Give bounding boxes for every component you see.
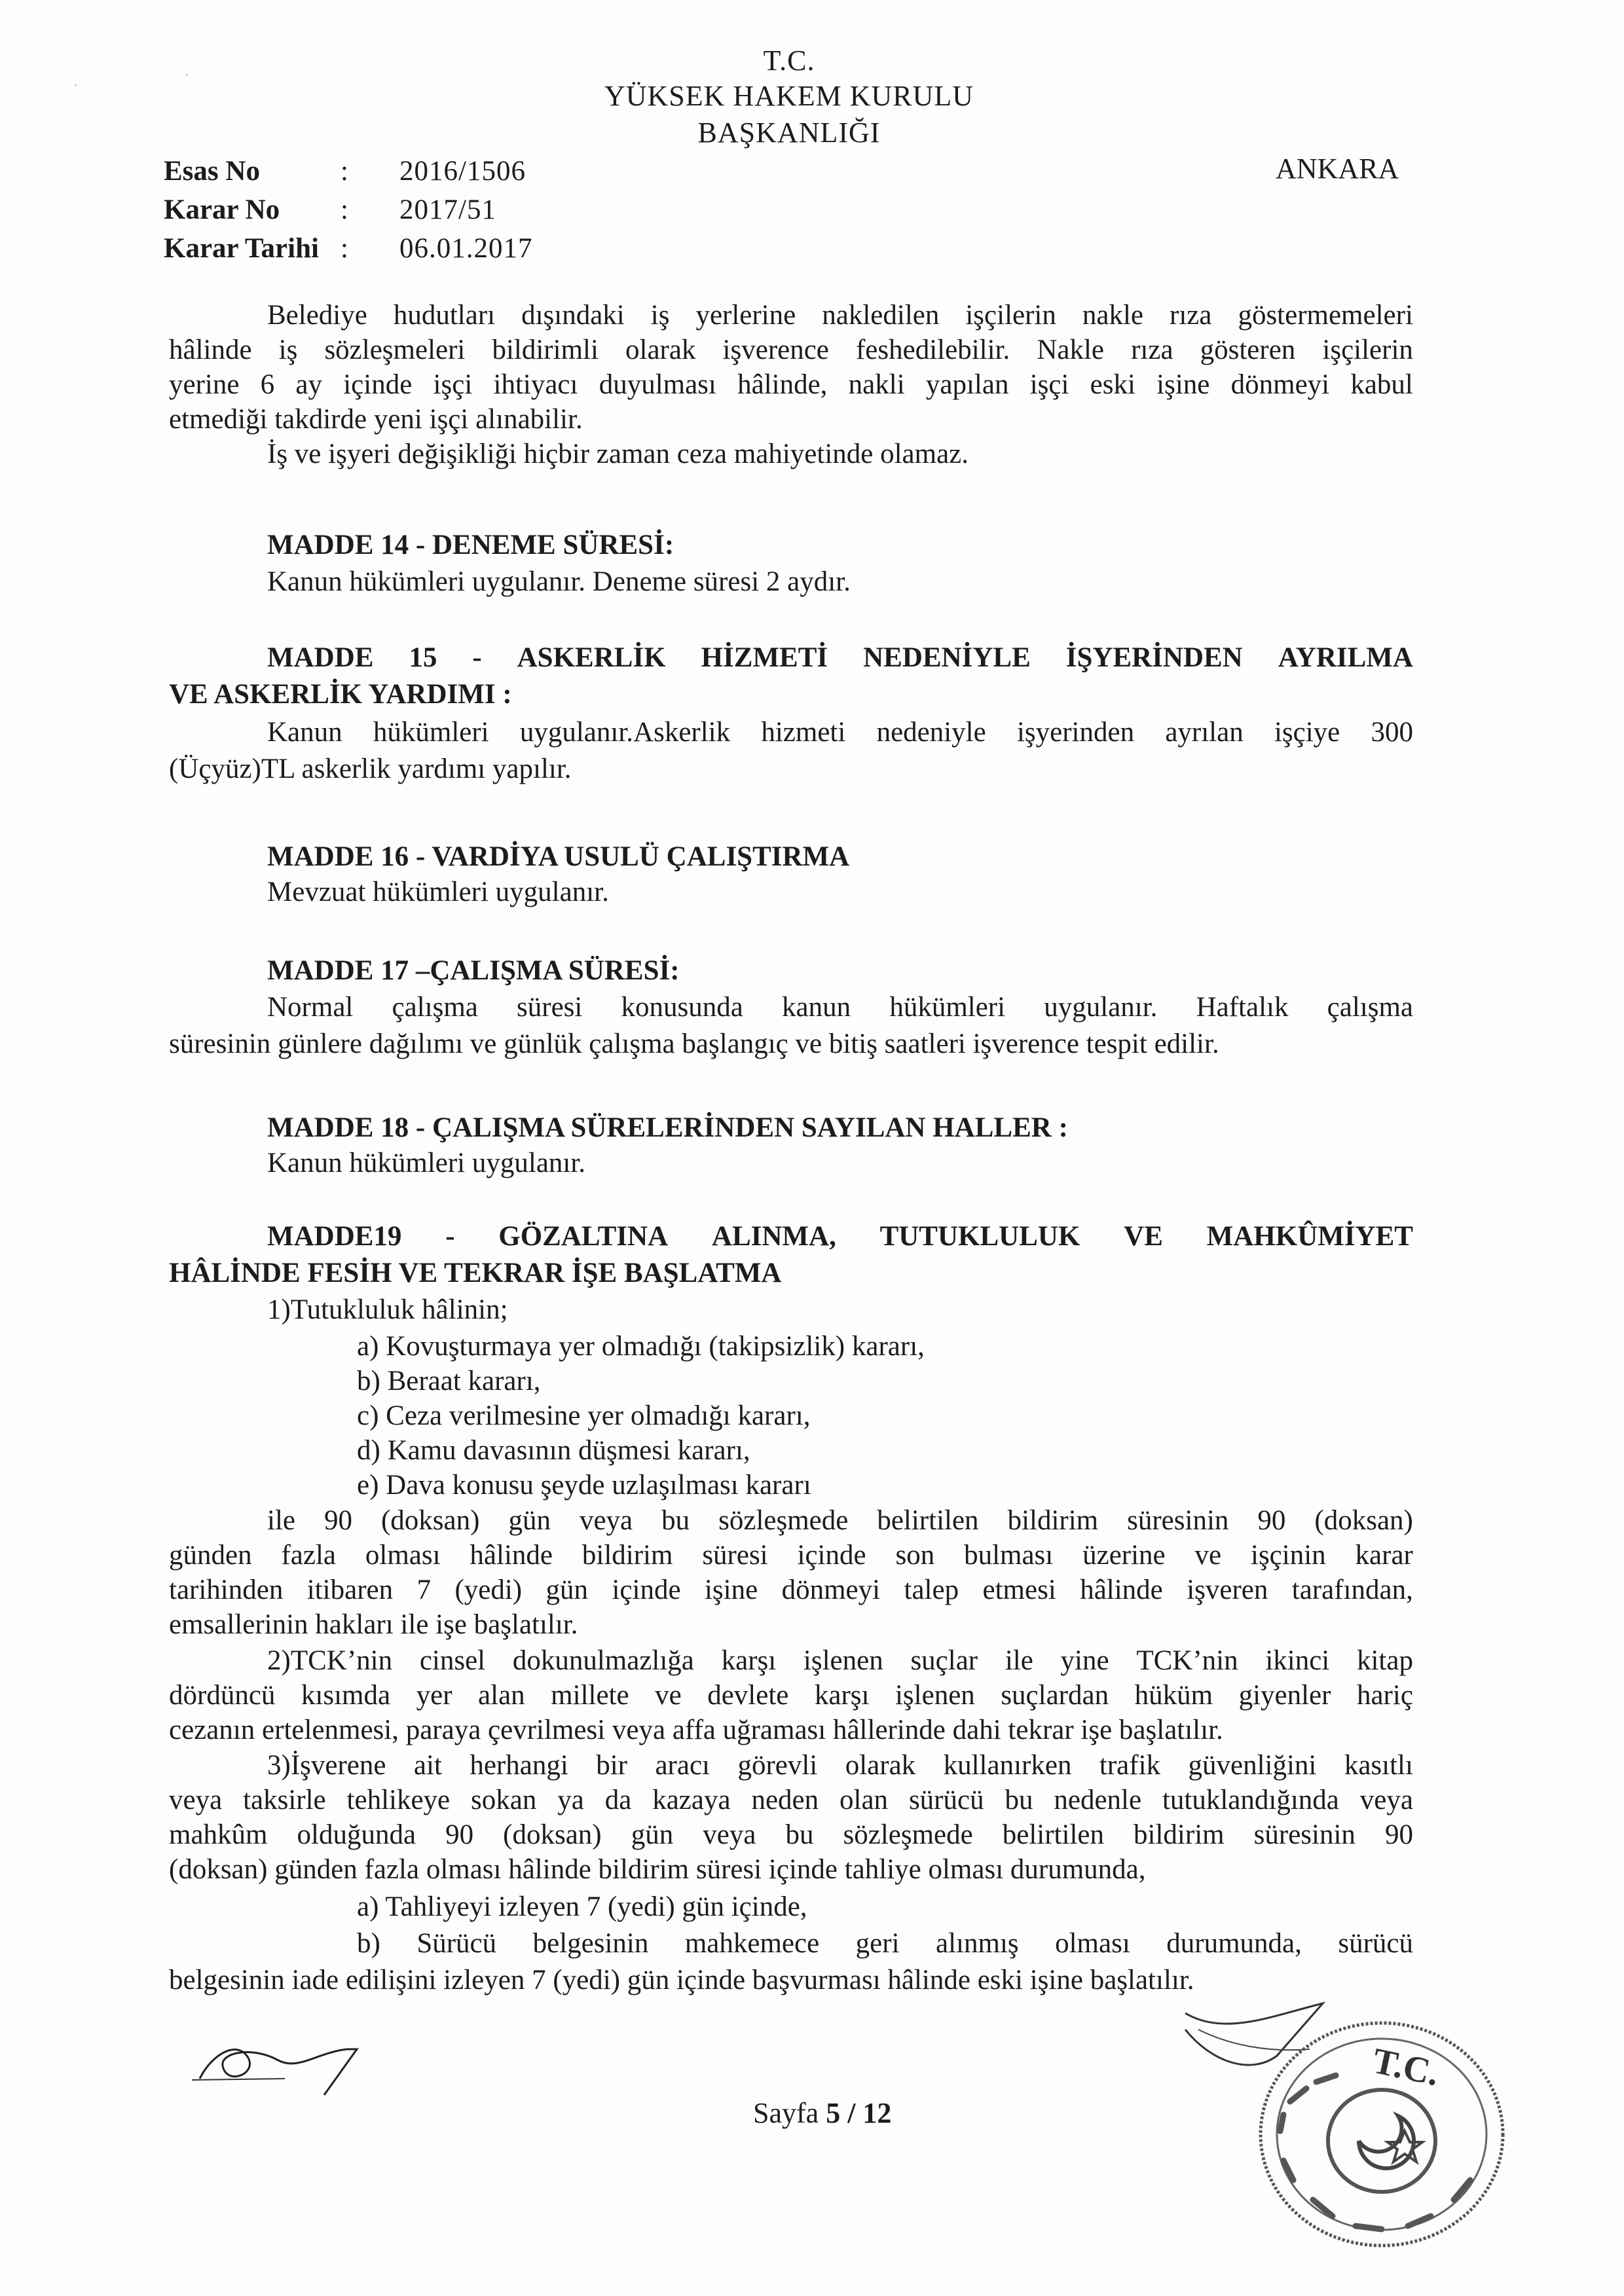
meta-row-karar — [164, 191, 622, 229]
intro-paragraph — [169, 298, 1413, 471]
article-19-title-line2: HÂLİNDE FESİH VE TEKRAR İŞE BAŞLATMA — [169, 1258, 782, 1288]
meta-colon: : — [341, 233, 348, 264]
header-department: BAŞKANLIĞI — [697, 117, 881, 149]
article-15-text-line1: Kanun hükümleri uygulanır.Askerlik hizmeti nedeniyle işyerinden ayrılan işçiye 300 — [267, 717, 1413, 748]
scan-mark: · — [185, 68, 189, 82]
meta-value: 2017/51 — [399, 194, 496, 225]
article-17-title: MADDE 17 –ÇALIŞMA SÜRESİ: — [267, 955, 680, 986]
article-19-p3b-line2: belgesinin iade edilişini izleyen 7 (yedi) gün içinde başvurması hâlinde eski işine başlatılır. — [169, 1965, 1194, 1995]
list-item: d) Kamu davasının düşmesi kararı, — [357, 1435, 750, 1466]
article-15-title-line2: VE ASKERLİK YARDIMI : — [169, 679, 512, 710]
meta-colon: : — [341, 156, 348, 187]
meta-value: 2016/1506 — [399, 156, 526, 187]
list-item: c) Ceza verilmesine yer olmadığı kararı, — [357, 1400, 811, 1431]
text-line: Belediye hudutları dışındaki iş yerlerine nakledilen işçilerin nakle rıza göstermemeleri — [267, 300, 1413, 331]
header-city: ANKARA — [1276, 153, 1399, 185]
header-tc: T.C. — [763, 45, 815, 77]
article-19-p3 — [169, 1748, 1413, 1887]
article-19-p1-rest — [169, 1503, 1413, 1642]
page-number — [753, 2096, 891, 2130]
stamp-text: T.C. — [1369, 2040, 1443, 2094]
case-meta — [164, 152, 622, 270]
text-line: İş ve işyeri değişikliği hiçbir zaman ceza mahiyetinde olamaz. — [267, 439, 969, 469]
article-15-text-line2: (Üçyüz)TL askerlik yardımı yapılır. — [169, 754, 572, 784]
meta-label: Karar No — [164, 194, 280, 225]
article-16-text: Mevzuat hükümleri uygulanır. — [267, 877, 609, 907]
list-item: a) Kovuşturmaya yer olmadığı (takipsizlik) kararı, — [357, 1331, 925, 1362]
text-line: 3)İşverene ait herhangi bir aracı görevli olarak kullanırken trafik güvenliğini kasıtlı — [267, 1750, 1413, 1781]
header-institution: YÜKSEK HAKEM KURULU — [604, 80, 974, 112]
text-line: mahkûm olduğunda 90 (doksan) gün veya bu sözleşmede belirtilen bildirim süresinin 90 — [169, 1819, 1413, 1850]
text-line: günden fazla olması hâlinde bildirim süresi içinde son bulması üzerine ve işçinin karar — [169, 1540, 1413, 1571]
text-line: yerine 6 ay içinde işçi ihtiyacı duyulması hâlinde, nakli yapılan işçi eski işine dönmeyi kabul — [169, 369, 1413, 400]
meta-label: Esas No — [164, 156, 260, 187]
article-19-p3a: a) Tahliyeyi izleyen 7 (yedi) gün içinde, — [357, 1891, 807, 1922]
article-14-title: MADDE 14 - DENEME SÜRESİ: — [267, 530, 674, 560]
text-line: etmediği takdirde yeni işçi alınabilir. — [169, 404, 583, 435]
article-19-p3b-line1: b) Sürücü belgesinin mahkemece geri alınmış olması durumunda, sürücü — [357, 1928, 1413, 1959]
page-count: 5 / 12 — [826, 2097, 892, 2129]
meta-colon: : — [341, 194, 348, 225]
meta-value: 06.01.2017 — [399, 233, 533, 264]
article-19-title-line1: MADDE19 - GÖZALTINA ALINMA, TUTUKLULUK VE MAHKÛMİYET — [267, 1221, 1413, 1252]
text-line: 2)TCK’nin cinsel dokunulmazlığa karşı işlenen suçlar ile yine TCK’nin ikinci kitap — [267, 1645, 1413, 1676]
article-18-title: MADDE 18 - ÇALIŞMA SÜRELERİNDEN SAYILAN HALLER : — [267, 1112, 1068, 1143]
article-16-title: MADDE 16 - VARDİYA USULÜ ÇALIŞTIRMA — [267, 841, 850, 872]
meta-row-esas — [164, 152, 622, 191]
text-line: ile 90 (doksan) gün veya bu sözleşmede belirtilen bildirim süresinin 90 (doksan) — [267, 1505, 1413, 1536]
signature-scribble — [187, 2013, 383, 2098]
article-17-text-line2: süresinin günlere dağılımı ve günlük çalışma başlangıç ve bitiş saatleri işverence tespit edilir. — [169, 1029, 1219, 1059]
article-17-text-line1: Normal çalışma süresi konusunda kanun hükümleri uygulanır. Haftalık çalışma — [267, 992, 1413, 1023]
list-item: b) Beraat kararı, — [357, 1366, 541, 1396]
text-line: emsallerinin hakları ile işe başlatılır. — [169, 1609, 578, 1640]
article-19-p2 — [169, 1643, 1413, 1747]
text-line: cezanın ertelenmesi, paraya çevrilmesi veya affa uğraması hâllerinde dahi tekrar işe başlatılır. — [169, 1715, 1223, 1745]
article-15-title-line1: MADDE 15 - ASKERLİK HİZMETİ NEDENİYLE İŞYERİNDEN AYRILMA — [267, 642, 1413, 673]
article-19-list — [357, 1329, 1077, 1503]
text-line: tarihinden itibaren 7 (yedi) gün içinde işine dönmeyi talep etmesi hâlinde işveren tarafından, — [169, 1575, 1413, 1605]
article-14-text: Kanun hükümleri uygulanır. Deneme süresi 2 aydır. — [267, 566, 851, 597]
list-item: e) Dava konusu şeyde uzlaşılması kararı — [357, 1470, 811, 1501]
meta-row-tarih — [164, 229, 622, 268]
text-line: veya taksirle tehlikeye sokan ya da kazaya neden olan sürücü bu nedenle tutuklandığında veya — [169, 1785, 1413, 1815]
article-19-p1: 1)Tutukluluk hâlinin; — [267, 1294, 508, 1325]
text-line: (doksan) günden fazla olması hâlinde bildirim süresi içinde tahliye olması durumunda, — [169, 1854, 1146, 1885]
page-prefix: Sayfa — [753, 2097, 826, 2129]
scan-mark: · — [73, 79, 78, 93]
text-line: hâlinde iş sözleşmeleri bildirimli olarak işverence feshedilebilir. Nakle rıza gösteren işçilerin — [169, 335, 1413, 365]
meta-label: Karar Tarihi — [164, 233, 319, 264]
text-line: dördüncü kısımda yer alan millete ve devlete karşı işlenen suçlardan hüküm giyenler hariç — [169, 1680, 1413, 1711]
article-18-text: Kanun hükümleri uygulanır. — [267, 1148, 586, 1178]
official-stamp — [1172, 1990, 1513, 2278]
